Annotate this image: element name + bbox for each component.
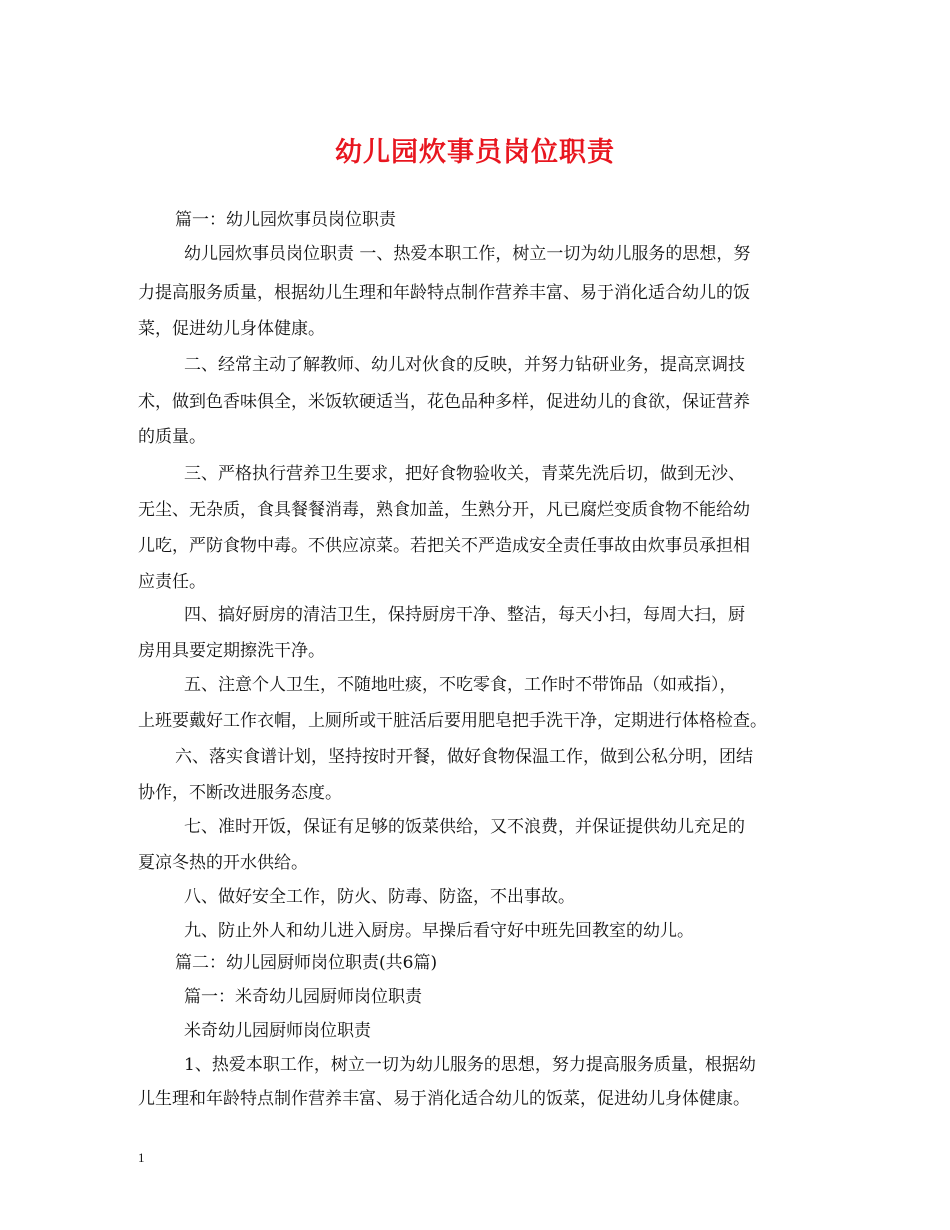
paragraph-line: 二、经常主动了解教师、幼儿对伙食的反映，并努力钻研业务，提高烹调技 <box>184 355 745 375</box>
paragraph-line: 1、热爱本职工作，树立一切为幼儿服务的思想，努力提高服务质量，根据幼 <box>184 1055 756 1075</box>
paragraph-line: 六、落实食谱计划，坚持按时开餐，做好食物保温工作，做到公私分明，团结 <box>175 747 753 767</box>
paragraph-line: 儿生理和年龄特点制作营养丰富、易于消化适合幼儿的饭菜，促进幼儿身体健康。 <box>138 1089 750 1109</box>
paragraph-line: 应责任。 <box>138 572 206 592</box>
page-number: 1 <box>138 1150 145 1165</box>
paragraph-line: 菜，促进幼儿身体健康。 <box>138 319 325 339</box>
paragraph-line: 的质量。 <box>138 427 206 447</box>
paragraph-line: 协作，不断改进服务态度。 <box>138 783 342 803</box>
document-title: 幼儿园炊事员岗位职责 <box>335 137 615 168</box>
section-heading: 篇一：幼儿园炊事员岗位职责 <box>175 210 396 230</box>
paragraph-line: 三、严格执行营养卫生要求，把好食物验收关，青菜先洗后切，做到无沙、 <box>184 464 745 484</box>
paragraph-line: 八、做好安全工作，防火、防毒、防盗，不出事故。 <box>184 887 575 907</box>
paragraph-line: 力提高服务质量，根据幼儿生理和年龄特点制作营养丰富、易于消化适合幼儿的饭 <box>138 283 750 303</box>
paragraph-line: 九、防止外人和幼儿进入厨房。早操后看守好中班先回教室的幼儿。 <box>184 921 694 941</box>
subsection-title: 米奇幼儿园厨师岗位职责 <box>184 1021 371 1041</box>
paragraph-line: 五、注意个人卫生，不随地吐痰，不吃零食，工作时不带饰品（如戒指）， <box>184 675 737 695</box>
paragraph-line: 术，做到色香味俱全，米饭软硬适当，花色品种多样，促进幼儿的食欲，保证营养 <box>138 392 750 412</box>
paragraph-line: 无尘、无杂质，食具餐餐消毒，熟食加盖，生熟分开，凡已腐烂变质食物不能给幼 <box>138 500 750 520</box>
paragraph-line: 儿吃，严防食物中毒。不供应凉菜。若把关不严造成安全责任事故由炊事员承担相 <box>138 536 750 556</box>
subsection-heading: 篇一：米奇幼儿园厨师岗位职责 <box>184 987 422 1007</box>
paragraph-line: 房用具要定期擦洗干净。 <box>138 641 325 661</box>
paragraph-line: 七、准时开饭，保证有足够的饭菜供给，又不浪费，并保证提供幼儿充足的 <box>184 817 745 837</box>
paragraph-line: 幼儿园炊事员岗位职责 一、热爱本职工作，树立一切为幼儿服务的思想，努 <box>184 244 751 264</box>
paragraph-line: 夏凉冬热的开水供给。 <box>138 853 308 873</box>
paragraph-line: 四、搞好厨房的清洁卫生，保持厨房干净、整洁，每天小扫，每周大扫，厨 <box>184 605 745 625</box>
paragraph-line: 上班要戴好工作衣帽，上厕所或干脏活后要用肥皂把手洗干净，定期进行体格检查。 <box>138 711 767 731</box>
section-heading: 篇二：幼儿园厨师岗位职责(共6篇) <box>175 953 438 973</box>
